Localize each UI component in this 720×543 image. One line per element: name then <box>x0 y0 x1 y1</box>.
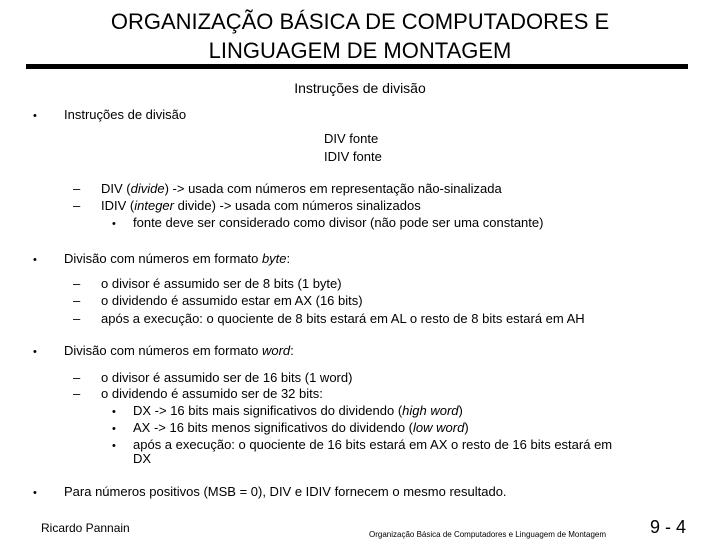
bullet-2-sub-3: após a execução: o quociente de 8 bits estará em AL o resto de 8 bits estará em AH <box>101 311 585 326</box>
footer-course: Organização Básica de Computadores e Linguagem de Montagem <box>369 530 607 539</box>
dash-marker: – <box>73 198 81 213</box>
bullet-3-subsub-2: AX -> 16 bits menos significativos do dividendo (low word) <box>133 420 469 435</box>
dash-marker: – <box>73 386 81 401</box>
dash-marker: – <box>73 370 81 385</box>
bullet-3-text: Divisão com números em formato word: <box>64 343 294 358</box>
dash-marker: – <box>73 311 81 326</box>
bullet-3-subsub-1: DX -> 16 bits mais significativos do dividendo (high word) <box>133 403 463 418</box>
bullet-2-sub-1: o divisor é assumido ser de 8 bits (1 byte) <box>101 276 342 291</box>
sub-bullet-marker: • <box>112 440 116 452</box>
title-divider <box>26 64 688 69</box>
bullet-marker: • <box>33 487 37 499</box>
bullet-marker: • <box>33 254 37 266</box>
dash-marker: – <box>73 181 81 196</box>
footer-author: Ricardo Pannain <box>41 521 130 535</box>
bullet-1-text: Instruções de divisão <box>64 107 187 122</box>
dash-marker: – <box>73 293 81 308</box>
bullet-3-subsub-3-line-1: após a execução: o quociente de 16 bits estará em AX o resto de 16 bits estará em <box>133 437 613 452</box>
bullet-3-subsub-3-line-2: DX <box>133 451 152 466</box>
bullet-marker: • <box>33 110 37 122</box>
slide-subtitle: Instruções de divisão <box>294 80 426 96</box>
bullet-2-text: Divisão com números em formato byte: <box>64 251 291 266</box>
bullet-4-text: Para números positivos (MSB = 0), DIV e IDIV fornecem o mesmo resultado. <box>64 484 507 499</box>
bullet-3-sub-1: o divisor é assumido ser de 16 bits (1 word) <box>101 370 353 385</box>
dash-marker: – <box>73 276 81 291</box>
slide-title-line-1: ORGANIZAÇÃO BÁSICA DE COMPUTADORES E <box>110 9 610 34</box>
bullet-3-sub-2: o dividendo é assumido ser de 32 bits: <box>101 386 323 401</box>
slide-title-line-2: LINGUAGEM DE MONTAGEM <box>208 38 512 63</box>
sub-bullet-marker: • <box>112 423 116 435</box>
sub-bullet-marker: • <box>112 218 116 230</box>
code-div-fonte: DIV fonte <box>324 131 379 146</box>
page-number: 9 - 4 <box>650 517 687 537</box>
bullet-1-sub-2: IDIV (integer divide) -> usada com números sinalizados <box>101 198 421 213</box>
bullet-marker: • <box>33 346 37 358</box>
sub-bullet-marker: • <box>112 406 116 418</box>
bullet-1-sub-1: DIV (divide) -> usada com números em representação não-sinalizada <box>101 181 502 196</box>
slide-title <box>0 7 720 65</box>
bullet-1-subsub-1: fonte deve ser considerado como divisor (não pode ser uma constante) <box>133 215 544 230</box>
bullet-2-sub-2: o dividendo é assumido estar em AX (16 bits) <box>101 293 363 308</box>
code-idiv-fonte: IDIV fonte <box>324 149 382 164</box>
